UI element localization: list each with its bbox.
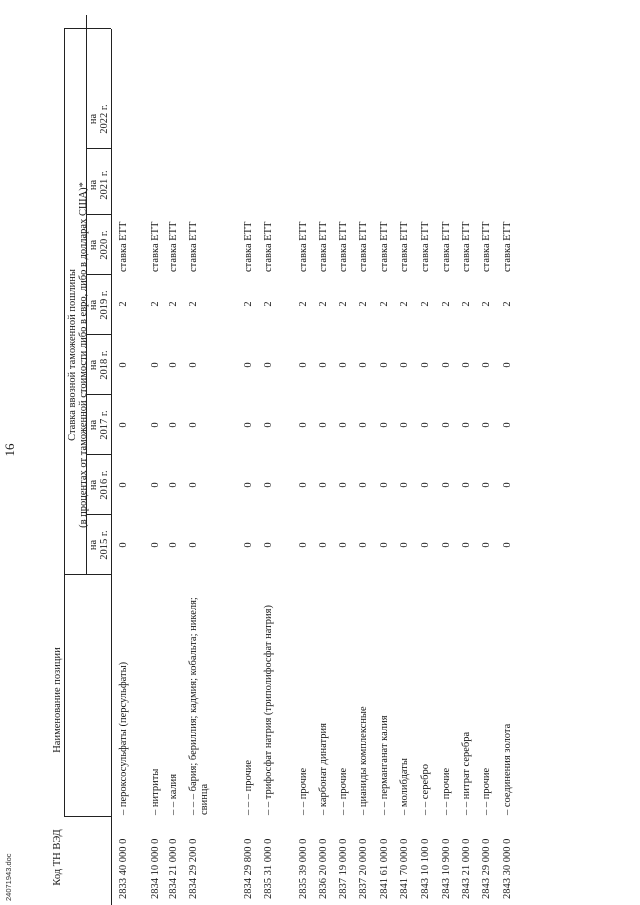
row-value-2019: 2 [318,301,329,307]
row-value-2015: 0 [338,542,349,548]
document-reference: 24071943.doc [4,853,13,901]
year-header-2017 [88,395,110,455]
year-header-2015 [88,515,110,575]
row-value-2020: ставка ЕТТ [188,221,199,272]
table-rule [86,394,111,395]
row-name: – пероксосульфаты (персульфаты) [118,661,129,815]
table-rule [86,15,87,575]
row-value-2017: 0 [318,422,329,428]
row-value-2018: 0 [481,362,492,368]
row-name: – – – бария; бериллия; кадмия; кобальта; никеля; свинца [188,597,210,815]
row-value-2018: 0 [118,362,129,368]
row-value-2015: 0 [461,542,472,548]
row-value-2020: ставка ЕТТ [150,221,161,272]
row-value-2019: 2 [420,301,431,307]
row-value-2017: 0 [502,422,513,428]
row-value-2020: ставка ЕТТ [338,221,349,272]
header-code: Код ТН ВЭД [52,829,63,886]
year-header-line2: 2015 г. [99,530,110,560]
row-value-2020: ставка ЕТТ [358,221,369,272]
row-value-2017: 0 [441,422,452,428]
year-header-2022 [88,89,110,149]
row-value-2016: 0 [150,482,161,488]
year-header-line1: на [88,239,99,251]
row-code: 2843 21 000 0 [461,838,472,899]
row-value-2015: 0 [358,542,369,548]
row-value-2017: 0 [399,422,410,428]
page-number: 16 [2,443,17,457]
row-value-2019: 2 [441,301,452,307]
row-name: – – нитрат серебра [461,731,472,815]
row-value-2015: 0 [168,542,179,548]
year-header-line2: 2020 г. [99,230,110,260]
header-rate-subtitle: (в процентах от таможенной стоимости либо в евро, либо в долларах США)* [78,182,89,528]
row-value-2018: 0 [502,362,513,368]
row-value-2015: 0 [502,542,513,548]
row-code: 2833 40 000 0 [118,838,129,899]
row-code: 2843 10 100 0 [420,838,431,899]
row-value-2016: 0 [318,482,329,488]
row-value-2015: 0 [481,542,492,548]
row-value-2017: 0 [150,422,161,428]
row-value-2018: 0 [379,362,390,368]
row-value-2016: 0 [420,482,431,488]
row-value-2015: 0 [263,542,274,548]
year-header-line1: на [88,113,99,125]
row-name: – – прочие [441,767,452,815]
row-value-2016: 0 [379,482,390,488]
table-rule [64,816,111,817]
row-value-2018: 0 [358,362,369,368]
row-value-2020: ставка ЕТТ [481,221,492,272]
row-value-2018: 0 [420,362,431,368]
year-header-line2: 2022 г. [99,104,110,134]
row-code: 2835 31 000 0 [263,838,274,899]
row-value-2019: 2 [298,301,309,307]
year-header-line2: 2018 г. [99,350,110,380]
row-value-2017: 0 [338,422,349,428]
row-value-2018: 0 [263,362,274,368]
row-code: 2834 29 800 0 [243,838,254,899]
row-value-2015: 0 [298,542,309,548]
row-value-2020: ставка ЕТТ [399,221,410,272]
table-rule [86,514,111,515]
row-value-2017: 0 [263,422,274,428]
row-value-2019: 2 [118,301,129,307]
row-name: – – калия [168,773,179,815]
row-value-2016: 0 [481,482,492,488]
row-value-2016: 0 [168,482,179,488]
row-name: – – трифосфат натрия (триполифосфат натрия) [263,605,274,815]
row-value-2019: 2 [188,301,199,307]
row-value-2019: 2 [168,301,179,307]
row-value-2020: ставка ЕТТ [263,221,274,272]
row-value-2019: 2 [379,301,390,307]
row-value-2020: ставка ЕТТ [318,221,329,272]
row-value-2015: 0 [150,542,161,548]
row-value-2016: 0 [338,482,349,488]
row-value-2020: ставка ЕТТ [118,221,129,272]
row-value-2015: 0 [420,542,431,548]
row-value-2017: 0 [379,422,390,428]
row-value-2017: 0 [168,422,179,428]
row-value-2017: 0 [298,422,309,428]
row-code: 2843 29 000 0 [481,838,492,899]
table-rule [64,574,111,575]
row-value-2019: 2 [338,301,349,307]
row-value-2018: 0 [399,362,410,368]
row-value-2017: 0 [188,422,199,428]
row-value-2016: 0 [263,482,274,488]
row-value-2019: 2 [399,301,410,307]
row-name: – – прочие [338,767,349,815]
row-value-2016: 0 [461,482,472,488]
row-code: 2834 10 000 0 [150,838,161,899]
row-value-2017: 0 [243,422,254,428]
row-value-2016: 0 [502,482,513,488]
row-name: – нитриты [150,768,161,815]
row-value-2017: 0 [461,422,472,428]
row-code: 2841 61 000 0 [379,838,390,899]
year-header-2016 [88,455,110,515]
year-header-line2: 2016 г. [99,470,110,500]
header-name: Наименование позиции [52,647,63,753]
row-value-2018: 0 [338,362,349,368]
year-header-line2: 2019 г. [99,290,110,320]
row-value-2017: 0 [118,422,129,428]
row-code: 2837 20 000 0 [358,838,369,899]
row-code: 2843 30 000 0 [502,838,513,899]
row-name: – карбонат динатрия [318,723,329,815]
row-code: 2843 10 900 0 [441,838,452,899]
row-value-2016: 0 [399,482,410,488]
year-header-line1: на [88,539,99,551]
row-value-2016: 0 [298,482,309,488]
year-header-2020 [88,215,110,275]
row-value-2015: 0 [318,542,329,548]
row-name: – соединения золота [502,723,513,815]
row-value-2020: ставка ЕТТ [243,221,254,272]
row-value-2020: ставка ЕТТ [461,221,472,272]
row-code: 2834 29 200 0 [188,838,199,899]
row-value-2020: ставка ЕТТ [379,221,390,272]
row-value-2020: ставка ЕТТ [168,221,179,272]
row-value-2019: 2 [243,301,254,307]
row-value-2019: 2 [358,301,369,307]
year-header-2018 [88,335,110,395]
year-header-line1: на [88,359,99,371]
row-name: – – – прочие [243,759,254,815]
row-value-2015: 0 [118,542,129,548]
row-name: – цианиды комплексные [358,706,369,815]
row-code: 2837 19 000 0 [338,838,349,899]
year-header-line2: 2017 г. [99,410,110,440]
row-value-2015: 0 [441,542,452,548]
row-value-2015: 0 [399,542,410,548]
row-value-2016: 0 [243,482,254,488]
row-value-2016: 0 [358,482,369,488]
row-code: 2835 39 000 0 [298,838,309,899]
row-value-2019: 2 [502,301,513,307]
row-value-2016: 0 [441,482,452,488]
year-header-line1: на [88,299,99,311]
table-rule [111,29,112,905]
row-value-2020: ставка ЕТТ [441,221,452,272]
row-code: 2834 21 000 0 [168,838,179,899]
row-value-2018: 0 [298,362,309,368]
table-rule [86,148,111,149]
row-name: – – прочие [298,767,309,815]
row-value-2015: 0 [379,542,390,548]
table-rule [86,454,111,455]
year-header-line1: на [88,479,99,491]
table-rule [86,214,111,215]
row-code: 2836 20 000 0 [318,838,329,899]
table-rule [86,334,111,335]
row-value-2016: 0 [118,482,129,488]
row-value-2018: 0 [441,362,452,368]
row-code: 2841 70 000 0 [399,838,410,899]
row-value-2018: 0 [188,362,199,368]
row-value-2017: 0 [420,422,431,428]
year-header-2019 [88,275,110,335]
row-name: – – серебро [420,764,431,815]
year-header-2021 [88,155,110,215]
row-value-2015: 0 [243,542,254,548]
header-rate-title: Ставка ввозной таможенной пошлины [67,269,78,441]
row-value-2020: ставка ЕТТ [502,221,513,272]
row-value-2016: 0 [188,482,199,488]
row-value-2020: ставка ЕТТ [420,221,431,272]
row-name: – – перманганат калия [379,715,390,815]
row-value-2018: 0 [461,362,472,368]
row-name: – – прочие [481,767,492,815]
table-rule [86,274,111,275]
row-value-2019: 2 [481,301,492,307]
row-value-2019: 2 [263,301,274,307]
row-value-2019: 2 [150,301,161,307]
year-header-line1: на [88,419,99,431]
year-header-line2: 2021 г. [99,170,110,200]
row-value-2015: 0 [188,542,199,548]
year-header-line1: на [88,179,99,191]
table-rule [64,28,111,29]
row-value-2018: 0 [243,362,254,368]
row-value-2017: 0 [358,422,369,428]
row-value-2019: 2 [461,301,472,307]
row-value-2018: 0 [150,362,161,368]
row-value-2017: 0 [481,422,492,428]
row-value-2018: 0 [168,362,179,368]
row-value-2018: 0 [318,362,329,368]
row-name: – молибдаты [399,758,410,815]
table-rule [64,29,65,817]
row-value-2020: ставка ЕТТ [298,221,309,272]
